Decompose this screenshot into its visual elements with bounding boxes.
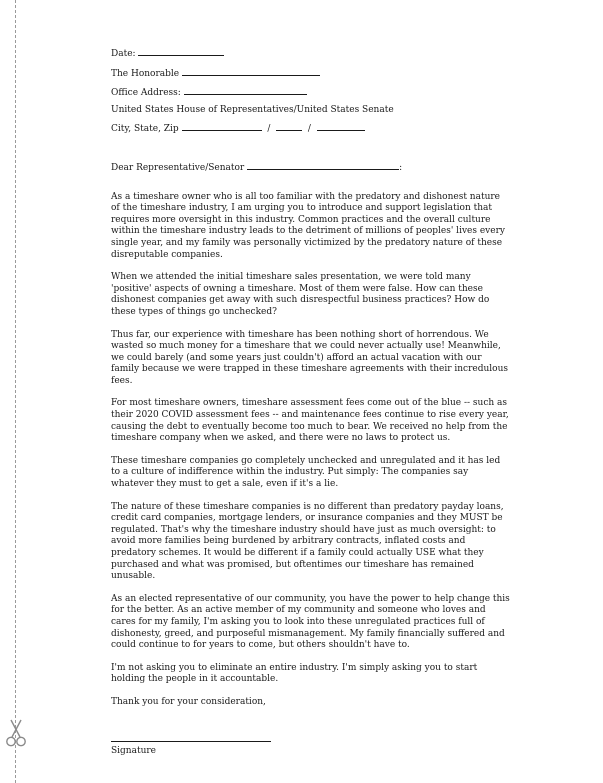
greeting-blank[interactable] [247, 160, 399, 170]
paragraph-2: When we attended the initial timeshare sales presentation, we were told many 'positive' aspects of owning a timeshare. Most of them were false. How can these dishonest companies get away with such disrespectful business practices? How do these types of things go unchecked? [111, 272, 490, 317]
state-blank[interactable] [276, 121, 302, 131]
cut-line [15, 0, 16, 783]
paragraph-7: As an elected representative of our community, you have the power to help change this for the better. As an active member of my community and someone who loves and cares for my family, I'm asking you to look into these unregulated practices full of dishonesty, greed, and purposeful mismanagement. My family financially suffered and could continue to for years to come, but others shouldn't have to. [111, 593, 510, 651]
city-label: City, State, Zip [111, 124, 179, 135]
paragraph-1: As a timeshare owner who is all too familiar with the predatory and dishonest nature of the timeshare industry, I am urging you to introduce and support legislation that requires more oversight in this industry. Common practices and the overall culture within the timeshare industry leads to the detriment of millions of peoples' lives every single year, and my family was personally victimized by the predatory nature of these disreputable companies. [111, 191, 505, 260]
letter [111, 46, 511, 757]
honorable-label: The Honorable [111, 68, 180, 79]
paragraph-4: For most timeshare owners, timeshare assessment fees come out of the blue -- such as their 2020 COVID assessment fees -- and maintenance fees continue to rise every year, causing the debt to eventually become too much to bear. We received no help from the timeshare company when we asked, and there were no laws to protect us. [111, 398, 509, 444]
paragraph-8: I'm not asking you to eliminate an entire industry. I'm simply asking you to start holding the people in it accountable. [111, 662, 478, 685]
city-slash-1: / [267, 124, 271, 135]
city-slash-2: / [307, 124, 311, 135]
city-line [111, 121, 511, 136]
office-label: Office Address: [111, 88, 181, 99]
paragraph-6: The nature of these timeshare companies is no different than predatory payday loans, credit card companies, mortgage lenders, or insurance companies and they MUST be regulated. That's why the timeshare industry should have just as much oversight: to avoid more families being burdened by arbitrary contracts, inflated costs and predatory schemes. It would be different if a family could actually USE what they purchased and what was promised, but oftentimes our timeshare has remained unusable. [111, 501, 504, 582]
signature-label: Signature [111, 745, 157, 756]
office-blank[interactable] [184, 85, 307, 95]
office-line [111, 85, 511, 100]
city-blank[interactable] [182, 121, 262, 131]
signature-line[interactable] [111, 741, 271, 742]
scissors-icon [5, 718, 27, 748]
date-blank[interactable] [138, 46, 224, 56]
zip-blank[interactable] [317, 121, 365, 131]
greeting-suffix: : [399, 162, 403, 173]
greeting-label: Dear Representative/Senator [111, 162, 245, 173]
paragraph-3: Thus far, our experience with timeshare has been nothing short of horrendous. We wasted so much money for a timeshare that we could never actually use! Meanwhile, we could barely (and some years just couldn't) afford an actual vacation with our family because we were trapped in these timeshare agreements with their incredulous fees. [111, 329, 508, 386]
date-label: Date: [111, 49, 136, 59]
date-line [111, 46, 511, 61]
greeting [111, 160, 511, 175]
closing: Thank you for your consideration, [111, 696, 266, 707]
honorable-blank[interactable] [182, 66, 320, 76]
paragraph-5: These timeshare companies go completely unchecked and unregulated and it has led to a culture of indifference within the industry. Put simply: The companies say whatever they must to get a sale, even if it's a lie. [111, 455, 501, 490]
honorable-line [111, 66, 511, 81]
chamber-line: United States House of Representatives/United States Senate [111, 104, 394, 115]
